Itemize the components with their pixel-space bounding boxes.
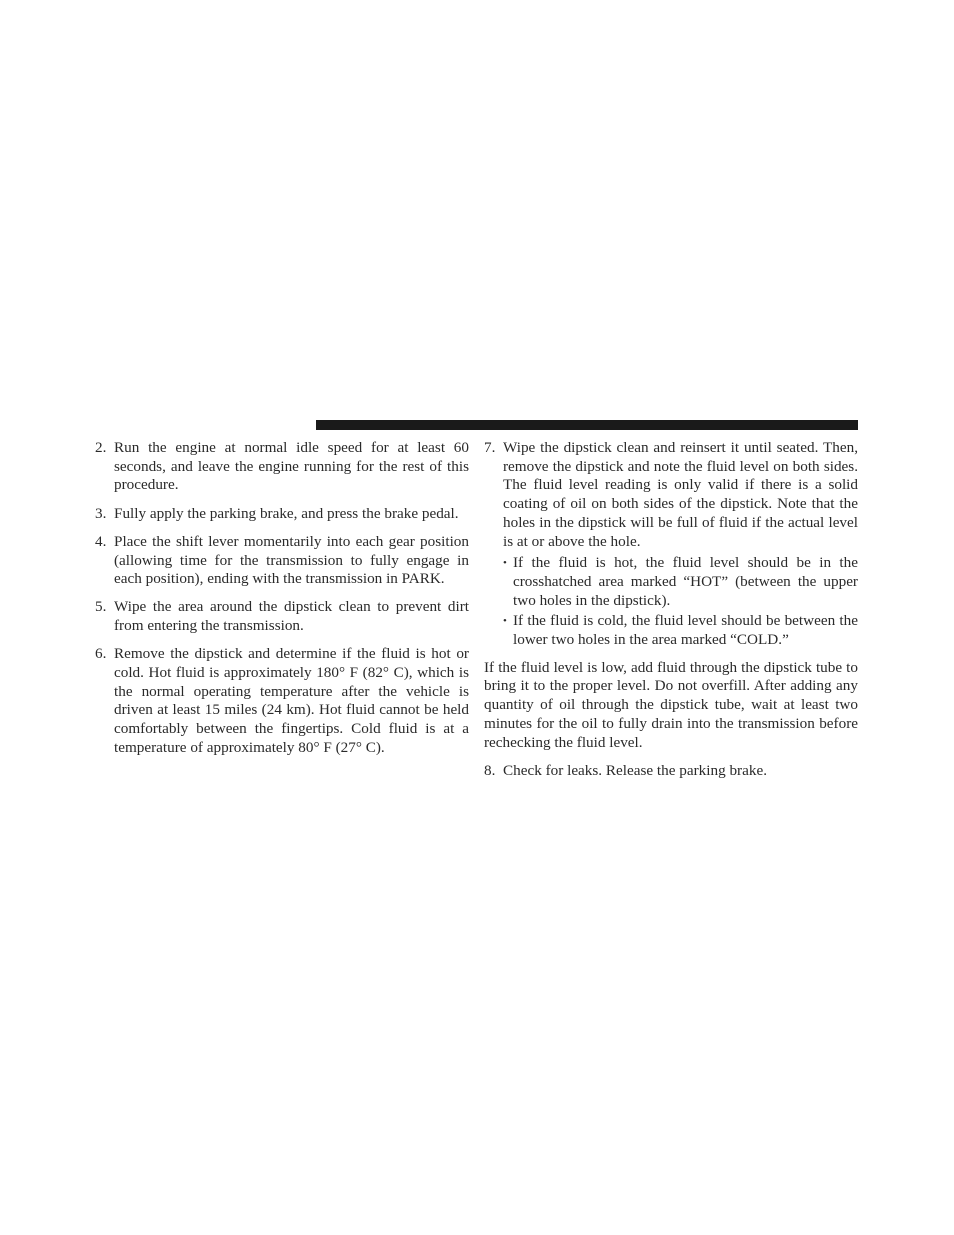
right-column <box>484 439 858 790</box>
bullet-icon: • <box>503 557 507 570</box>
step-text: Check for leaks. Release the parking brake. <box>503 761 767 779</box>
step-text: Place the shift lever momentarily into each gear position (allowing time for the transmission to fully engage in each position), ending with the transmission in PARK. <box>114 532 469 588</box>
bullet-list <box>503 554 858 650</box>
step-number: 6. <box>95 645 107 663</box>
fluid-low-paragraph: If the fluid level is low, add fluid through the dipstick tube to bring it to the proper level. Do not overfill. After adding any quantity of oil through the dipstick tube, wait at least two minutes for the oil to fully drain into the transmission before rechecking the fluid level. <box>484 658 858 751</box>
step-2 <box>95 439 469 495</box>
step-3 <box>95 505 469 524</box>
step-number: 3. <box>95 504 107 522</box>
bullet-item <box>503 612 858 649</box>
step-6 <box>95 645 469 757</box>
left-column <box>95 439 469 767</box>
bullet-item <box>503 554 858 610</box>
step-7 <box>484 439 858 551</box>
bullet-text: If the fluid is hot, the fluid level should be in the crosshatched area marked “HOT” (between the upper two holes in the dipstick). <box>513 554 858 609</box>
bullet-text: If the fluid is cold, the fluid level should be between the lower two holes in the area marked “COLD.” <box>513 612 858 649</box>
step-5 <box>95 598 469 635</box>
step-text: Wipe the area around the dipstick clean to prevent dirt from entering the transmission. <box>114 598 469 635</box>
header-rule <box>316 420 858 430</box>
step-text: Wipe the dipstick clean and reinsert it until seated. Then, remove the dipstick and note the fluid level on both sides. The fluid level reading is only valid if there is a solid coating of oil on both sides of the dipstick. Note that the holes in the dipstick will be full of fluid if the actual level is at or above the hole. <box>503 439 858 550</box>
step-text: Remove the dipstick and determine if the fluid is hot or cold. Hot fluid is approximately 180° F (82° C), which is the normal operating temperature after the vehicle is driven at least 15 miles (24 km). Hot fluid cannot be held comfortably between the fingertips. Cold fluid is at a temperature of approximately 80° F (27° C). <box>114 645 469 756</box>
step-number: 7. <box>484 439 496 456</box>
step-8 <box>484 762 858 781</box>
step-text: Fully apply the parking brake, and press the brake pedal. <box>114 504 459 522</box>
step-4 <box>95 533 469 589</box>
step-number: 2. <box>95 439 107 456</box>
step-number: 8. <box>484 761 496 779</box>
step-number: 4. <box>95 532 107 550</box>
step-text: Run the engine at normal idle speed for at least 60 seconds, and leave the engine running for the rest of this procedure. <box>114 439 469 494</box>
bullet-icon: • <box>503 615 507 628</box>
step-number: 5. <box>95 598 107 616</box>
